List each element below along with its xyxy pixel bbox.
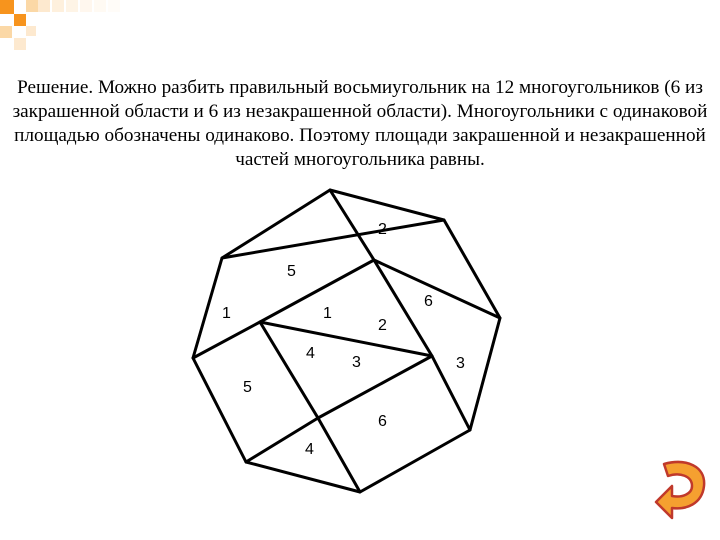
label-center-left-triangle: 1	[323, 305, 332, 322]
label-bottom-triangle: 4	[305, 441, 314, 458]
return-button[interactable]	[652, 456, 710, 526]
label-top-trapezoid: 2	[378, 221, 387, 238]
label-lower-right-quad: 6	[378, 413, 387, 430]
label-left-triangle: 1	[222, 305, 231, 322]
divider-line	[318, 356, 432, 418]
label-upper-left-quad: 5	[287, 263, 296, 280]
divider-line	[222, 220, 444, 258]
divider-line	[260, 322, 432, 356]
label-right-trapezoid: 6	[424, 293, 433, 310]
label-center-bottom-triangle: 3	[352, 354, 361, 371]
u-turn-arrow-icon	[656, 462, 704, 518]
divider-line	[318, 418, 360, 492]
label-lower-left-quad: 5	[243, 379, 252, 396]
solution-text: Решение. Можно разбить правильный восьмиугольник на 12 многоугольников (6 из закрашенной области и 6 из незакрашенной области). Многоугольники с одинаковой площадью обозначены одинаково. Поэтому площади закрашенной и незакрашенной частей многоугольника равны.	[12, 77, 708, 170]
divider-line	[260, 260, 374, 322]
divider-line	[260, 322, 318, 418]
label-center-lower-triangle: 4	[306, 345, 315, 362]
label-center-triangle: 2	[378, 317, 387, 334]
label-right-lower-trapezoid: 3	[456, 355, 465, 372]
